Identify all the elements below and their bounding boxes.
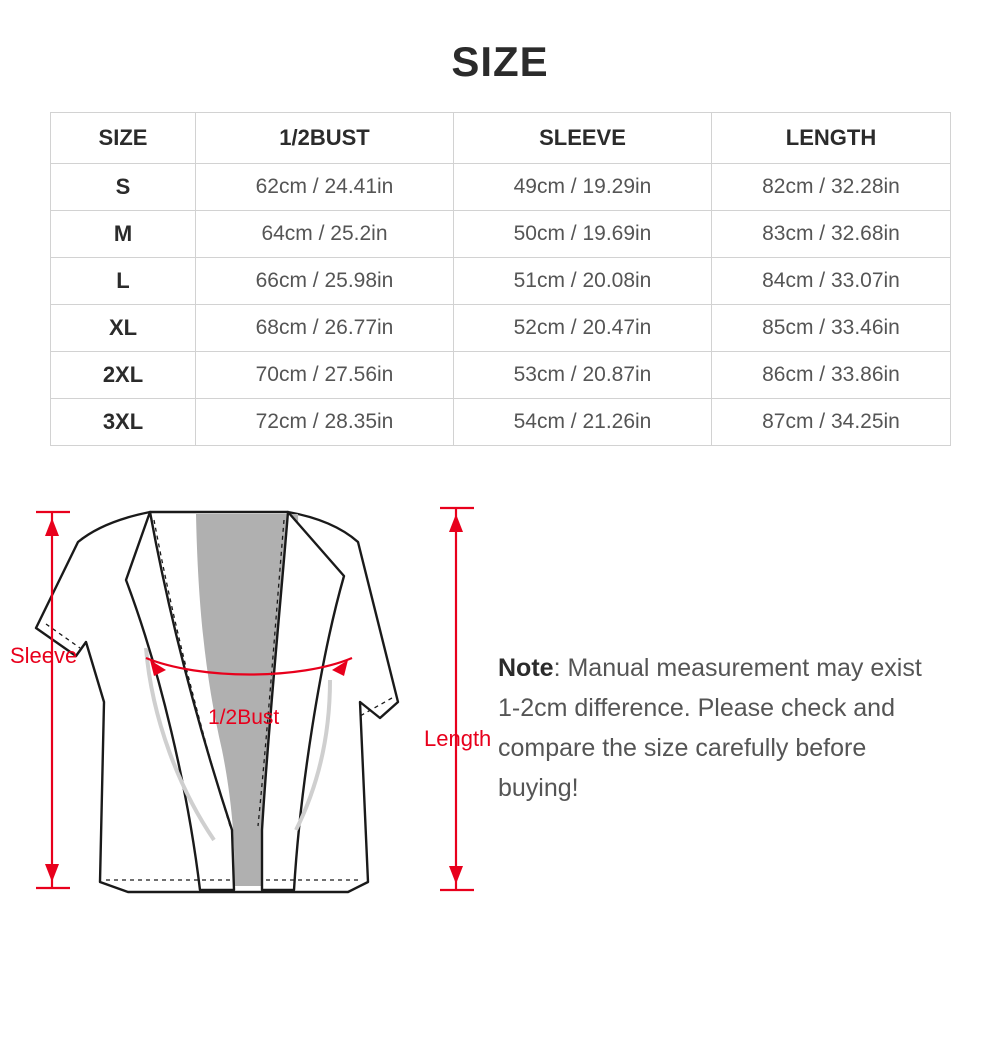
table-cell-sleeve: 52cm / 20.47in [454, 305, 712, 352]
table-cell-sleeve: 54cm / 21.26in [454, 399, 712, 446]
table-cell-length: 82cm / 32.28in [712, 164, 951, 211]
table-cell-length: 87cm / 34.25in [712, 399, 951, 446]
size-chart-table [50, 112, 951, 446]
table-cell-bust: 62cm / 24.41in [196, 164, 454, 211]
table-cell-length: 85cm / 33.46in [712, 305, 951, 352]
note-label: Note [498, 654, 554, 682]
table-cell-length: 84cm / 33.07in [712, 258, 951, 305]
table-row [51, 211, 951, 258]
note-separator: : [553, 654, 568, 682]
measurement-diagram-section [0, 490, 1000, 960]
table-row [51, 352, 951, 399]
table-row [51, 258, 951, 305]
table-cell-size: M [51, 211, 196, 258]
length-dimension-arrow [440, 508, 474, 890]
table-cell-size: 2XL [51, 352, 196, 399]
table-row [51, 164, 951, 211]
table-cell-sleeve: 53cm / 20.87in [454, 352, 712, 399]
size-chart-table-wrapper [50, 112, 950, 446]
table-header-row [51, 113, 951, 164]
cardigan-outline-icon [36, 512, 398, 892]
table-header-cell: SLEEVE [454, 113, 712, 164]
table-cell-bust: 72cm / 28.35in [196, 399, 454, 446]
table-cell-bust: 70cm / 27.56in [196, 352, 454, 399]
table-header-cell: 1/2BUST [196, 113, 454, 164]
table-cell-length: 86cm / 33.86in [712, 352, 951, 399]
table-cell-size: XL [51, 305, 196, 352]
table-cell-size: 3XL [51, 399, 196, 446]
length-label: Length [424, 726, 492, 751]
table-row [51, 305, 951, 352]
sleeve-label: Sleeve [10, 643, 78, 668]
note-body: Manual measurement may exist 1-2cm difference. Please check and compare the size carefully before buying! [498, 654, 922, 802]
half-bust-label: 1/2Bust [208, 706, 280, 729]
table-cell-length: 83cm / 32.68in [712, 211, 951, 258]
table-cell-sleeve: 50cm / 19.69in [454, 211, 712, 258]
table-row [51, 399, 951, 446]
table-header-cell: LENGTH [712, 113, 951, 164]
table-cell-size: L [51, 258, 196, 305]
table-cell-sleeve: 51cm / 20.08in [454, 258, 712, 305]
table-cell-bust: 66cm / 25.98in [196, 258, 454, 305]
page-title: SIZE [451, 38, 549, 85]
table-cell-bust: 68cm / 26.77in [196, 305, 454, 352]
table-header-cell: SIZE [51, 113, 196, 164]
table-cell-size: S [51, 164, 196, 211]
table-cell-sleeve: 49cm / 19.29in [454, 164, 712, 211]
note-text-block [498, 648, 928, 808]
table-cell-bust: 64cm / 25.2in [196, 211, 454, 258]
